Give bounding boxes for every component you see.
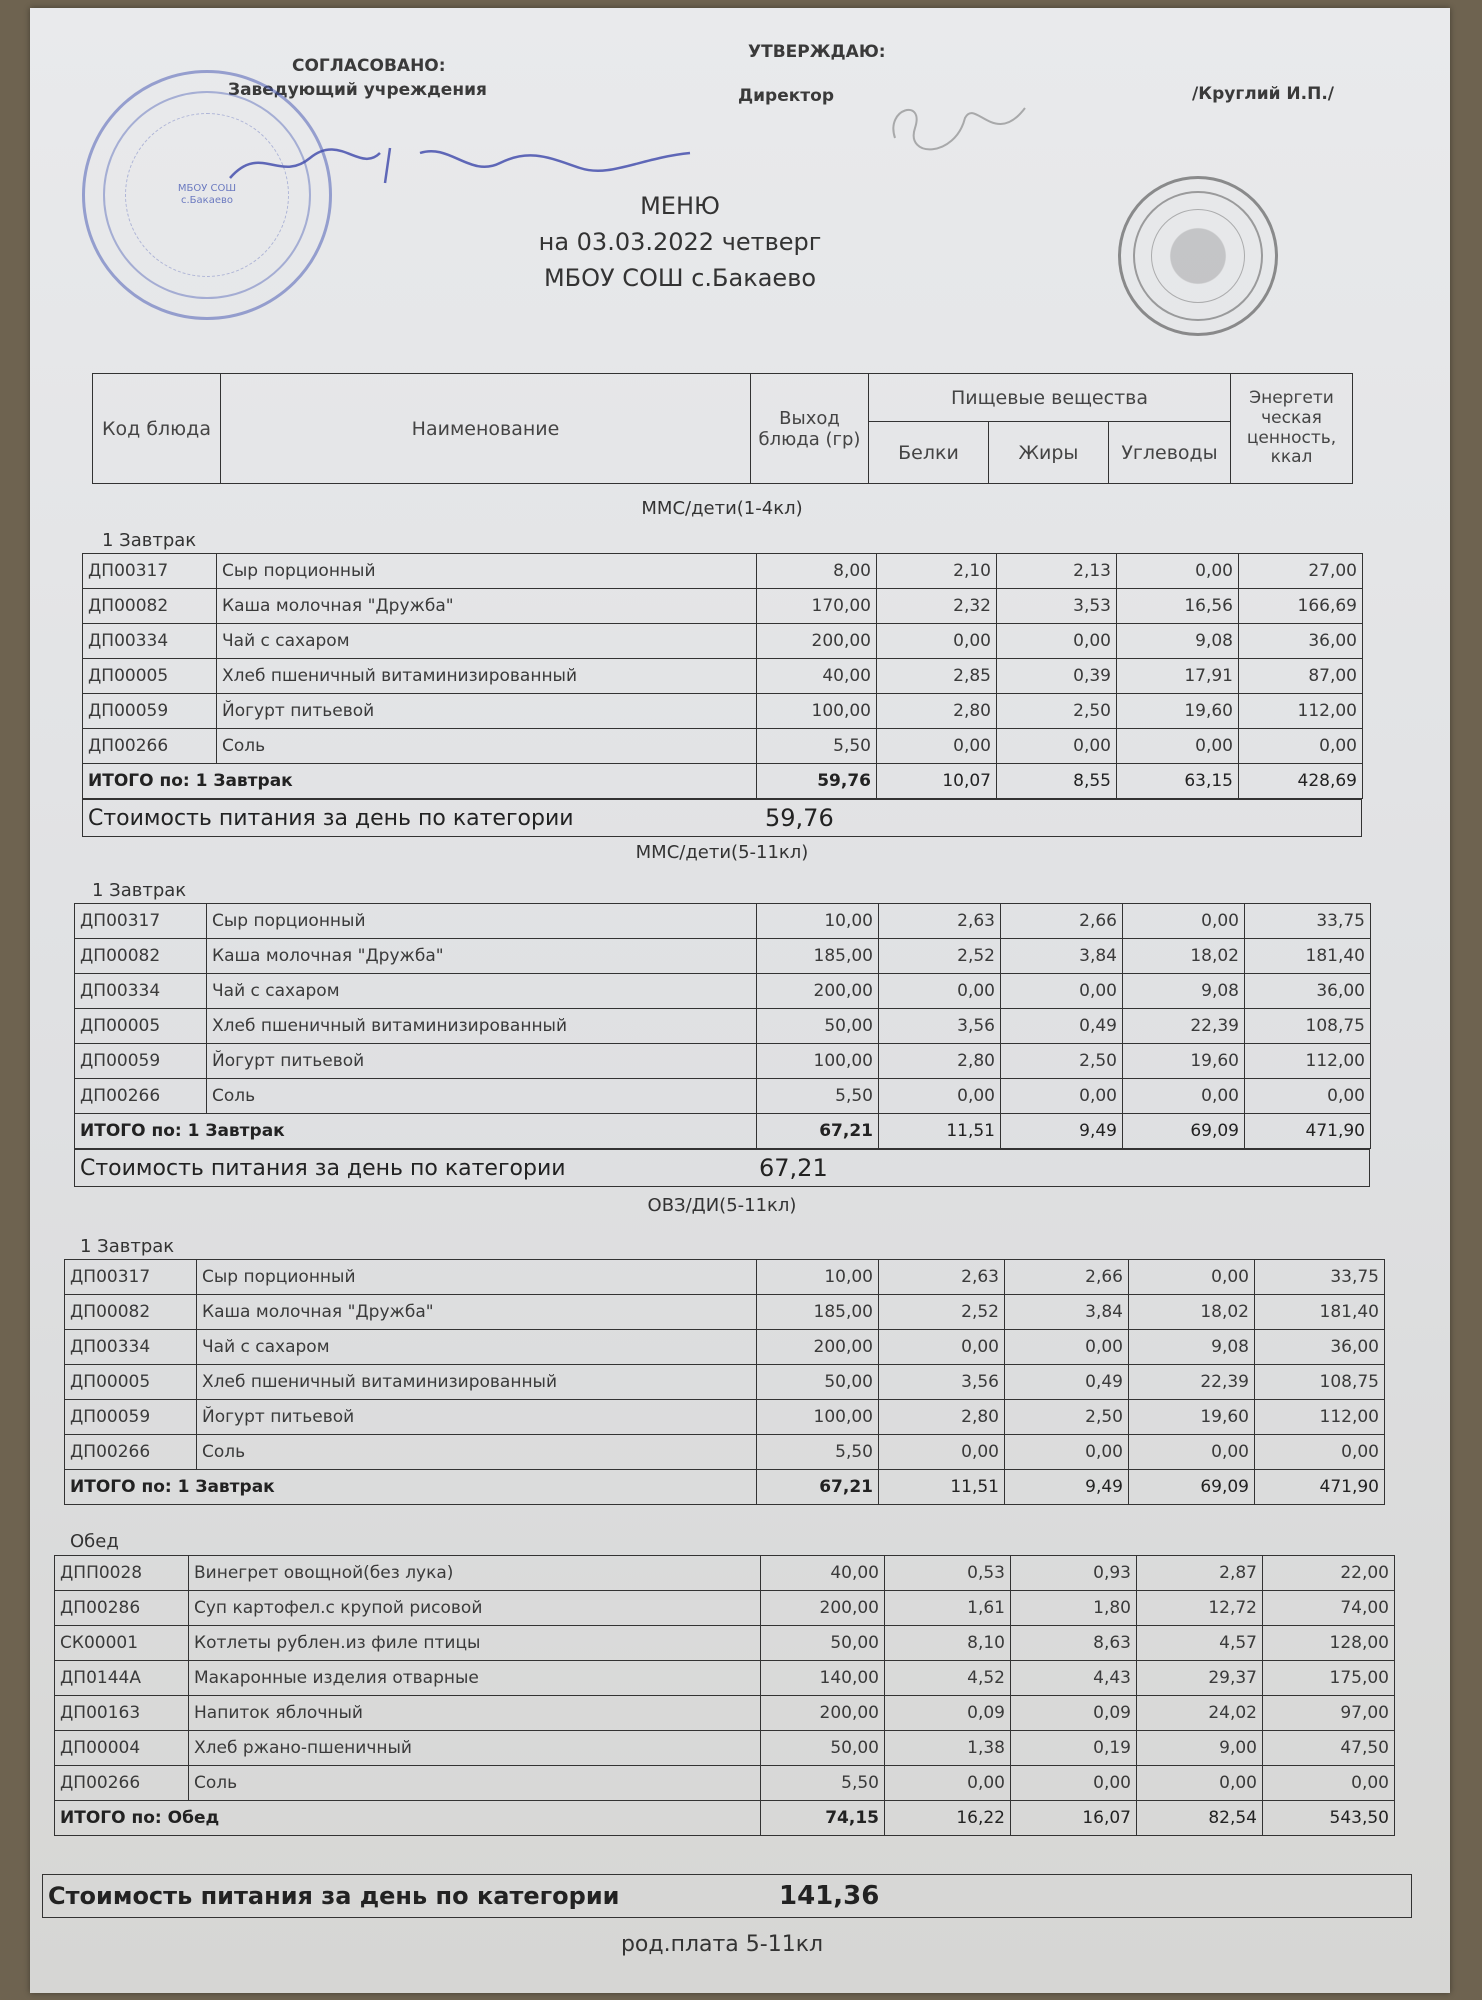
dish-code: ДП00266 [55,1766,189,1801]
dish-code: ДП00059 [65,1400,197,1435]
header-nutrients: Пищевые вещества [869,374,1231,422]
dish-fats: 2,66 [1001,904,1123,939]
dish-carbs: 0,00 [1137,1766,1263,1801]
dish-energy: 175,00 [1263,1661,1395,1696]
dish-yield: 10,00 [757,904,879,939]
dish-proteins: 4,52 [885,1661,1011,1696]
dish-name: Каша молочная "Дружба" [197,1295,757,1330]
stamp-text: МБОУ СОШ с.Бакаево [177,183,237,206]
total-yield: 74,15 [761,1801,885,1836]
dish-yield: 50,00 [757,1365,879,1400]
dish-row [83,554,1363,589]
dish-code: ДП00005 [83,659,217,694]
dish-row [75,904,1371,939]
dish-carbs: 18,02 [1129,1295,1255,1330]
dish-code: ДП00004 [55,1731,189,1766]
header-proteins: Белки [869,422,989,484]
dish-fats: 0,00 [1001,974,1123,1009]
menu-title: МЕНЮ [640,192,720,220]
dish-fats: 0,00 [997,624,1117,659]
dish-carbs: 9,00 [1137,1731,1263,1766]
dish-energy: 0,00 [1255,1435,1385,1470]
dish-carbs: 19,60 [1117,694,1239,729]
dish-energy: 112,00 [1245,1044,1371,1079]
header-code: Код блюда [93,374,221,484]
dish-carbs: 19,60 [1123,1044,1245,1079]
agreed-label: СОГЛАСОВАНО: [292,56,446,76]
dish-fats: 0,39 [997,659,1117,694]
dish-energy: 36,00 [1255,1330,1385,1365]
header-carbs: Углеводы [1109,422,1231,484]
dish-name: Сыр порционный [197,1260,757,1295]
dish-name: Макаронные изделия отварные [189,1661,761,1696]
dish-code: СК00001 [55,1626,189,1661]
total-fats: 16,07 [1011,1801,1137,1836]
dish-row [55,1766,1395,1801]
dish-energy: 0,00 [1263,1766,1395,1801]
dish-name: Хлеб пшеничный витаминизированный [197,1365,757,1400]
dish-carbs: 24,02 [1137,1696,1263,1731]
dish-energy: 33,75 [1245,904,1371,939]
section-3-breakfast-table [64,1259,1385,1505]
dish-name: Йогурт питьевой [197,1400,757,1435]
dish-energy: 0,00 [1239,729,1363,764]
dish-row [75,1009,1371,1044]
section-1-cost-label: Стоимость питания за день по категории [88,805,574,831]
dish-yield: 140,00 [761,1661,885,1696]
dish-name: Хлеб ржано-пшеничный [189,1731,761,1766]
total-label: ИТОГО по: 1 Завтрак [83,764,757,799]
dish-energy: 0,00 [1245,1079,1371,1114]
total-energy: 471,90 [1255,1470,1385,1505]
section-1-cost-row [82,799,1362,837]
dish-row [65,1260,1385,1295]
dish-name: Соль [207,1079,757,1114]
dish-code: ДП00334 [65,1330,197,1365]
dish-energy: 97,00 [1263,1696,1395,1731]
dish-code: ДП00082 [65,1295,197,1330]
dish-name: Чай с сахаром [197,1330,757,1365]
dish-proteins: 2,63 [879,904,1001,939]
dish-row [75,1044,1371,1079]
section-2-cost-value: 67,21 [759,1154,828,1182]
dish-carbs: 22,39 [1129,1365,1255,1400]
dish-energy: 166,69 [1239,589,1363,624]
dish-fats: 3,53 [997,589,1117,624]
total-fats: 8,55 [997,764,1117,799]
school-name: МБОУ СОШ с.Бакаево [543,264,817,292]
dish-row [55,1626,1395,1661]
section-2-cost-row [74,1149,1370,1187]
dish-carbs: 0,00 [1129,1260,1255,1295]
dish-proteins: 0,00 [879,974,1001,1009]
dish-carbs: 19,60 [1129,1400,1255,1435]
dish-code: ДП00266 [75,1079,207,1114]
dish-energy: 27,00 [1239,554,1363,589]
dish-carbs: 4,57 [1137,1626,1263,1661]
dish-row [55,1591,1395,1626]
dish-energy: 74,00 [1263,1591,1395,1626]
dish-carbs: 9,08 [1129,1330,1255,1365]
director-name: /Круглий И.П./ [1192,84,1335,104]
total-row [75,1114,1371,1149]
total-carbs: 82,54 [1137,1801,1263,1836]
total-label: ИТОГО по: 1 Завтрак [65,1470,757,1505]
dish-yield: 100,00 [757,1044,879,1079]
header-fats: Жиры [989,422,1109,484]
dish-code: ДП00266 [65,1435,197,1470]
dish-name: Хлеб пшеничный витаминизированный [207,1009,757,1044]
dish-name: Соль [217,729,757,764]
dish-fats: 0,19 [1011,1731,1137,1766]
total-carbs: 69,09 [1123,1114,1245,1149]
dish-fats: 0,00 [1005,1435,1129,1470]
column-header [92,373,1353,484]
dish-energy: 112,00 [1255,1400,1385,1435]
dish-proteins: 3,56 [879,1365,1005,1400]
dish-energy: 112,00 [1239,694,1363,729]
header-yield: Выход блюда (гр) [751,374,869,484]
dish-energy: 108,75 [1245,1009,1371,1044]
dish-row [55,1696,1395,1731]
total-carbs: 63,15 [1117,764,1239,799]
dish-fats: 2,13 [997,554,1117,589]
section-2-cost-label: Стоимость питания за день по категории [80,1155,566,1181]
section-1-cost-value: 59,76 [765,804,834,832]
dish-row [83,624,1363,659]
dish-fats: 3,84 [1001,939,1123,974]
signature-agreed [220,133,720,193]
dish-yield: 200,00 [757,624,877,659]
total-yield: 67,21 [757,1114,879,1149]
dish-fats: 0,09 [1011,1696,1137,1731]
section-3-cost-value: 141,36 [779,1881,880,1911]
footer-note: род.плата 5-11кл [620,1932,824,1957]
dish-row [75,939,1371,974]
total-row [55,1801,1395,1836]
dish-yield: 185,00 [757,1295,879,1330]
section-3-cost-row [42,1874,1412,1918]
dish-code: ДП00059 [83,694,217,729]
dish-code: ДП00163 [55,1696,189,1731]
dish-proteins: 2,52 [879,939,1001,974]
dish-name: Суп картофел.с крупой рисовой [189,1591,761,1626]
dish-code: ДП00005 [65,1365,197,1400]
total-energy: 471,90 [1245,1114,1371,1149]
category-2-title: ММС/дети(5-11кл) [635,842,809,863]
section-3-lunch-table [54,1555,1395,1836]
dish-yield: 50,00 [761,1731,885,1766]
dish-fats: 0,00 [1005,1330,1129,1365]
head-of-institution-label: Заведующий учреждения [228,80,487,100]
dish-fats: 0,00 [997,729,1117,764]
menu-paper [30,8,1450,1993]
dish-name: Соль [189,1766,761,1801]
dish-name: Йогурт питьевой [207,1044,757,1079]
dish-proteins: 2,80 [879,1044,1001,1079]
dish-code: ДП00286 [55,1591,189,1626]
dish-name: Каша молочная "Дружба" [217,589,757,624]
dish-row [55,1661,1395,1696]
dish-row [83,694,1363,729]
dish-name: Каша молочная "Дружба" [207,939,757,974]
dish-carbs: 9,08 [1117,624,1239,659]
dish-energy: 47,50 [1263,1731,1395,1766]
section-1-breakfast-table [82,553,1363,799]
dish-energy: 33,75 [1255,1260,1385,1295]
dish-yield: 5,50 [757,1079,879,1114]
dish-row [83,729,1363,764]
dish-code: ДП00082 [75,939,207,974]
dish-row [65,1330,1385,1365]
director-label: Директор [738,86,834,106]
dish-row [75,1079,1371,1114]
dish-carbs: 16,56 [1117,589,1239,624]
section-1-meal-1-name: 1 Завтрак [102,530,197,551]
dish-proteins: 2,80 [879,1400,1005,1435]
total-row [65,1470,1385,1505]
dish-code: ДП00082 [83,589,217,624]
dish-proteins: 0,00 [879,1079,1001,1114]
dish-code: ДПП0028 [55,1556,189,1591]
dish-fats: 3,84 [1005,1295,1129,1330]
dish-yield: 10,00 [757,1260,879,1295]
dish-energy: 108,75 [1255,1365,1385,1400]
dish-row [83,589,1363,624]
dish-name: Напиток яблочный [189,1696,761,1731]
total-label: ИТОГО по: 1 Завтрак [75,1114,757,1149]
dish-proteins: 0,00 [877,624,997,659]
dish-name: Чай с сахаром [207,974,757,1009]
dish-code: ДП00334 [75,974,207,1009]
dish-proteins: 0,53 [885,1556,1011,1591]
dish-carbs: 12,72 [1137,1591,1263,1626]
category-1-title: ММС/дети(1-4кл) [641,498,803,519]
total-energy: 428,69 [1239,764,1363,799]
dish-name: Сыр порционный [207,904,757,939]
dish-carbs: 0,00 [1117,554,1239,589]
dish-proteins: 2,85 [877,659,997,694]
dish-carbs: 29,37 [1137,1661,1263,1696]
dish-proteins: 8,10 [885,1626,1011,1661]
total-fats: 9,49 [1005,1470,1129,1505]
dish-row [83,659,1363,694]
dish-proteins: 0,00 [877,729,997,764]
dish-code: ДП00317 [65,1260,197,1295]
dish-yield: 200,00 [757,974,879,1009]
dish-yield: 5,50 [757,1435,879,1470]
dish-fats: 1,80 [1011,1591,1137,1626]
dish-carbs: 9,08 [1123,974,1245,1009]
dish-carbs: 0,00 [1123,1079,1245,1114]
total-fats: 9,49 [1001,1114,1123,1149]
category-3-title: ОВЗ/ДИ(5-11кл) [647,1195,797,1216]
dish-code: ДП00266 [83,729,217,764]
total-row [83,764,1363,799]
dish-proteins: 2,80 [877,694,997,729]
dish-yield: 50,00 [761,1626,885,1661]
total-carbs: 69,09 [1129,1470,1255,1505]
dish-code: ДП00317 [75,904,207,939]
dish-row [65,1365,1385,1400]
dish-row [65,1295,1385,1330]
dish-yield: 5,50 [761,1766,885,1801]
dish-fats: 0,00 [1011,1766,1137,1801]
dish-carbs: 0,00 [1117,729,1239,764]
dish-proteins: 2,10 [877,554,997,589]
dish-fats: 2,50 [1005,1400,1129,1435]
section-3-cost-label: Стоимость питания за день по категории [48,1882,620,1910]
dish-carbs: 17,91 [1117,659,1239,694]
total-proteins: 11,51 [879,1114,1001,1149]
dish-carbs: 0,00 [1123,904,1245,939]
dish-energy: 36,00 [1245,974,1371,1009]
dish-carbs: 18,02 [1123,939,1245,974]
total-yield: 67,21 [757,1470,879,1505]
total-yield: 59,76 [757,764,877,799]
dish-name: Чай с сахаром [217,624,757,659]
dish-code: ДП00317 [83,554,217,589]
dish-energy: 87,00 [1239,659,1363,694]
dish-row [75,974,1371,1009]
dish-energy: 22,00 [1263,1556,1395,1591]
menu-date: на 03.03.2022 четверг [538,228,822,256]
dish-code: ДП00005 [75,1009,207,1044]
dish-proteins: 1,38 [885,1731,1011,1766]
dish-fats: 2,50 [997,694,1117,729]
section-2-breakfast-table [74,903,1371,1149]
dish-name: Соль [197,1435,757,1470]
dish-code: ДП0144А [55,1661,189,1696]
dish-name: Винегрет овощной(без лука) [189,1556,761,1591]
dish-fats: 0,93 [1011,1556,1137,1591]
dish-name: Сыр порционный [217,554,757,589]
dish-fats: 8,63 [1011,1626,1137,1661]
dish-carbs: 2,87 [1137,1556,1263,1591]
approve-label: УТВЕРЖДАЮ: [748,42,886,62]
dish-row [55,1731,1395,1766]
dish-proteins: 0,00 [885,1766,1011,1801]
total-energy: 543,50 [1263,1801,1395,1836]
section-3-meal-1-name: 1 Завтрак [80,1236,175,1257]
dish-proteins: 2,32 [877,589,997,624]
dish-fats: 2,66 [1005,1260,1129,1295]
signature-director [875,88,1055,168]
dish-yield: 40,00 [761,1556,885,1591]
dish-fats: 0,49 [1001,1009,1123,1044]
dish-name: Хлеб пшеничный витаминизированный [217,659,757,694]
header-name: Наименование [221,374,751,484]
dish-proteins: 2,52 [879,1295,1005,1330]
dish-yield: 40,00 [757,659,877,694]
dish-fats: 0,00 [1001,1079,1123,1114]
dish-fats: 4,43 [1011,1661,1137,1696]
section-2-meal-1-name: 1 Завтрак [92,880,187,901]
dish-yield: 170,00 [757,589,877,624]
dish-energy: 36,00 [1239,624,1363,659]
header-energy: Энергети ческая ценность, ккал [1231,374,1353,484]
dish-yield: 200,00 [761,1696,885,1731]
total-proteins: 10,07 [877,764,997,799]
dish-proteins: 1,61 [885,1591,1011,1626]
dish-code: ДП00334 [83,624,217,659]
dish-proteins: 0,09 [885,1696,1011,1731]
dish-proteins: 2,63 [879,1260,1005,1295]
dish-carbs: 0,00 [1129,1435,1255,1470]
dish-energy: 181,40 [1255,1295,1385,1330]
total-label: ИТОГО по: Обед [55,1801,761,1836]
dish-name: Котлеты рублен.из филе птицы [189,1626,761,1661]
dish-fats: 2,50 [1001,1044,1123,1079]
dish-name: Йогурт питьевой [217,694,757,729]
dish-yield: 200,00 [757,1330,879,1365]
dish-row [55,1556,1395,1591]
total-proteins: 11,51 [879,1470,1005,1505]
total-proteins: 16,22 [885,1801,1011,1836]
dish-yield: 50,00 [757,1009,879,1044]
dish-row [65,1400,1385,1435]
dish-yield: 100,00 [757,694,877,729]
dish-fats: 0,49 [1005,1365,1129,1400]
dish-code: ДП00059 [75,1044,207,1079]
dish-yield: 5,50 [757,729,877,764]
dish-energy: 128,00 [1263,1626,1395,1661]
dish-proteins: 0,00 [879,1330,1005,1365]
dish-yield: 185,00 [757,939,879,974]
dish-proteins: 3,56 [879,1009,1001,1044]
dish-yield: 100,00 [757,1400,879,1435]
dish-proteins: 0,00 [879,1435,1005,1470]
dish-row [65,1435,1385,1470]
section-3-meal-2-name: Обед [70,1531,119,1552]
dish-carbs: 22,39 [1123,1009,1245,1044]
dish-yield: 200,00 [761,1591,885,1626]
dish-yield: 8,00 [757,554,877,589]
dish-energy: 181,40 [1245,939,1371,974]
